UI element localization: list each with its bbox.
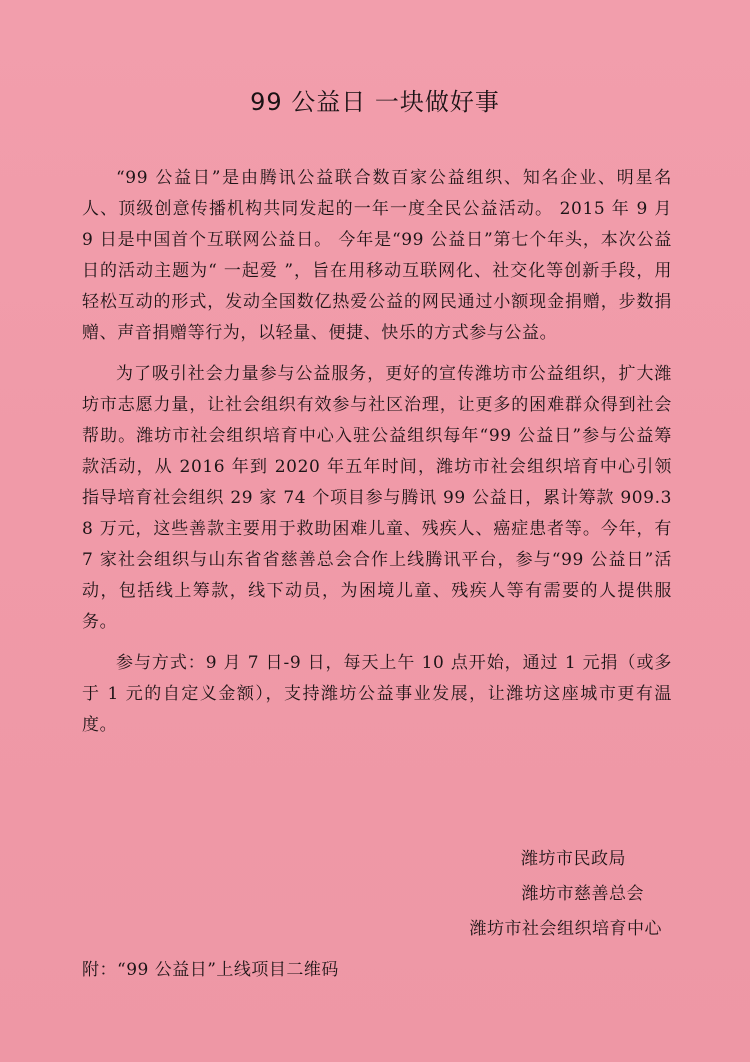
- paragraph-3: 参与方式：9 月 7 日-9 日，每天上午 10 点开始，通过 1 元捐（或多于 1 元的自定义金额），支持潍坊公益事业发展，让潍坊这座城市更有温度。: [82, 653, 672, 735]
- paragraph-1: “99 公益日”是由腾讯公益联合数百家公益组织、知名企业、明星名人、顶级创意传播机构共同发起的一年一度全民公益活动。 2015 年 9 月 9 日是中国首个互联网公益日。 今年是“99 公益日”第七个年头，本次公益日的活动主题为“ 一起爱 ”，旨在用移动互联网化、社交化等创新手段，用轻松互动的形式，发动全国数亿热爱公益的网民通过小额现金捐赠，步数捐赠、声音捐赠等行为，以轻量、便捷、快乐的方式参与公益。: [82, 168, 672, 343]
- signature-civil-affairs: 潍坊市民政局: [521, 849, 626, 869]
- document-body: [82, 163, 672, 751]
- attachment-note: 附：“99 公益日”上线项目二维码: [82, 960, 339, 980]
- signature-charity-federation: 潍坊市慈善总会: [521, 884, 644, 904]
- signature-block: [422, 842, 662, 947]
- signature-incubation-center: 潍坊市社会组织培育中心: [469, 919, 662, 939]
- document-title: 99 公益日 一块做好事: [250, 88, 500, 116]
- paragraph-2: 为了吸引社会力量参与公益服务，更好的宣传潍坊市公益组织，扩大潍坊市志愿力量，让社会组织有效参与社区治理，让更多的困难群众得到社会帮助。潍坊市社会组织培育中心入驻公益组织每年“99 公益日”参与公益筹款活动，从 2016 年到 2020 年五年时间，潍坊市社会组织培育中心引领指导培育社会组织 29 家 74 个项目参与腾讯 99 公益日，累计筹款 909.38 万元，这些善款主要用于救助困难儿童、残疾人、癌症患者等。今年，有 7 家社会组织与山东省省慈善总会合作上线腾讯平台，参与“99 公益日”活动，包括线上筹款，线下动员，为困境儿童、残疾人等有需要的人提供服务。: [82, 364, 672, 632]
